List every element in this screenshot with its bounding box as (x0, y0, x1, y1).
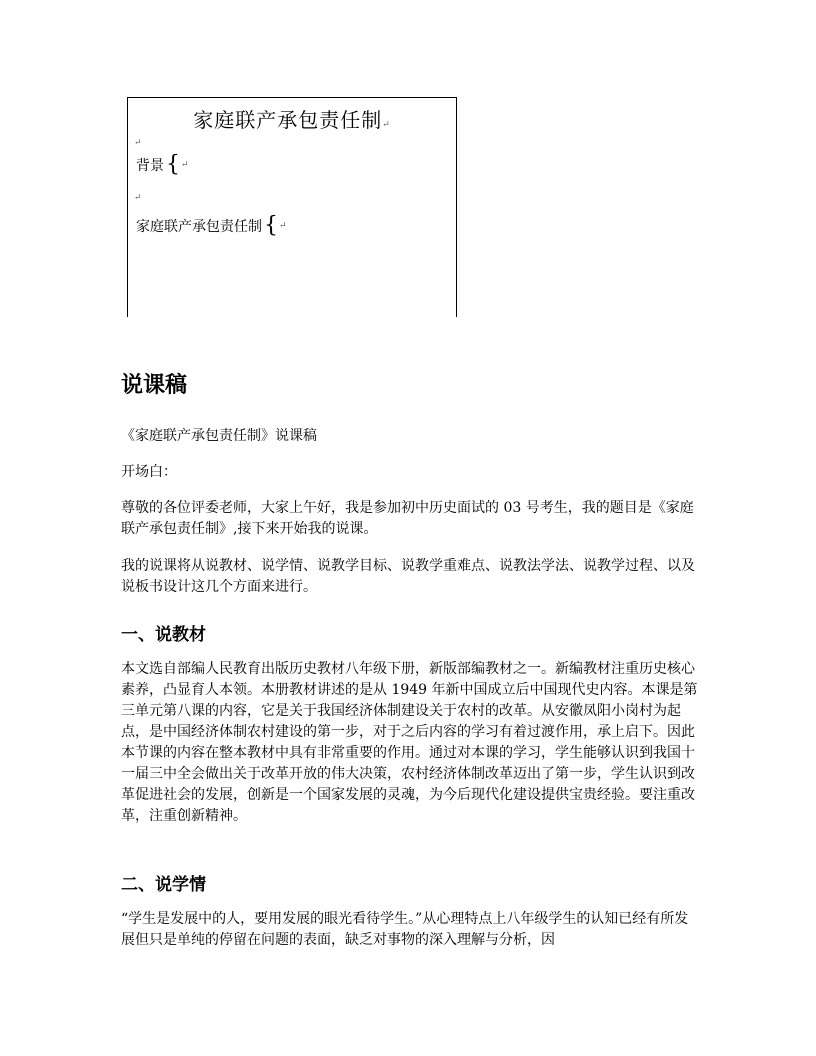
paragraph-mark-icon: ↵ (279, 221, 287, 231)
board-line-system (136, 215, 287, 237)
outline-paragraph: 我的说课将从说教材、说学情、说教学目标、说教学重难点、说教法学法、说教学过程、以及说板书设计这几个方面来进行。 (121, 558, 695, 595)
brace-icon: { (166, 152, 180, 177)
board-line-background (136, 154, 189, 176)
document-title: 说课稿 (121, 373, 188, 398)
section-heading-students: 二、说学情 (121, 875, 206, 895)
paragraph-mark-icon: ↵ (382, 120, 391, 130)
section-textbook-paragraph: 本文选自部编人民教育出版历史教材八年级下册，新版部编教材之一。新编教材注重历史核心素养，凸显育人本领。本册教材讲述的是从 1949 年新中国成立后中国现代史内容。本课是第三单元第八课的内容，它是关于我国经济体制建设关于农村的改革。从安徽凤阳小岗村为起点，是中国经济体制农村建设的第一步，对于之后内容的学习有着过渡作用，承上启下。因此本节课的内容在整本教材中具有非常重要的作用。通过对本课的学习，学生能够认识到我国十一届三中全会做出关于改革开放的伟大决策，农村经济体制改革迈出了第一步，学生认识到改革促进社会的发展，创新是一个国家发展的灵魂，为今后现代化建设提供宝贵经验。要注重改革，注重创新精神。 (121, 661, 698, 824)
section-heading-textbook: 一、说教材 (121, 625, 206, 645)
opening-paragraph: 尊敬的各位评委老师，大家上午好，我是参加初中历史面试的 03 号考生，我的题目是《家庭联产承包责任制》,接下来开始我的说课。 (121, 500, 694, 537)
board-line-label: 家庭联产承包责任制 (136, 219, 262, 235)
paragraph-mark-icon: ↵ (134, 138, 142, 148)
paragraph-mark-icon: ↵ (181, 160, 189, 170)
paragraph-mark-icon: ↵ (134, 193, 142, 203)
blackboard-design-frame (127, 97, 457, 317)
board-line-label: 背景 (136, 158, 164, 174)
opening-label: 开场白： (121, 464, 177, 480)
board-title-text: 家庭联产承包责任制 (193, 108, 383, 132)
document-subtitle: 《家庭联产承包责任制》说课稿 (121, 428, 317, 444)
brace-icon: { (264, 213, 278, 238)
board-title (128, 104, 456, 133)
section-students-paragraph: “学生是发展中的人，要用发展的眼光看待学生。”从心理特点上八年级学生的认知已经有所发展但只是单纯的停留在问题的表面，缺乏对事物的深入理解与分析，因 (121, 911, 689, 948)
